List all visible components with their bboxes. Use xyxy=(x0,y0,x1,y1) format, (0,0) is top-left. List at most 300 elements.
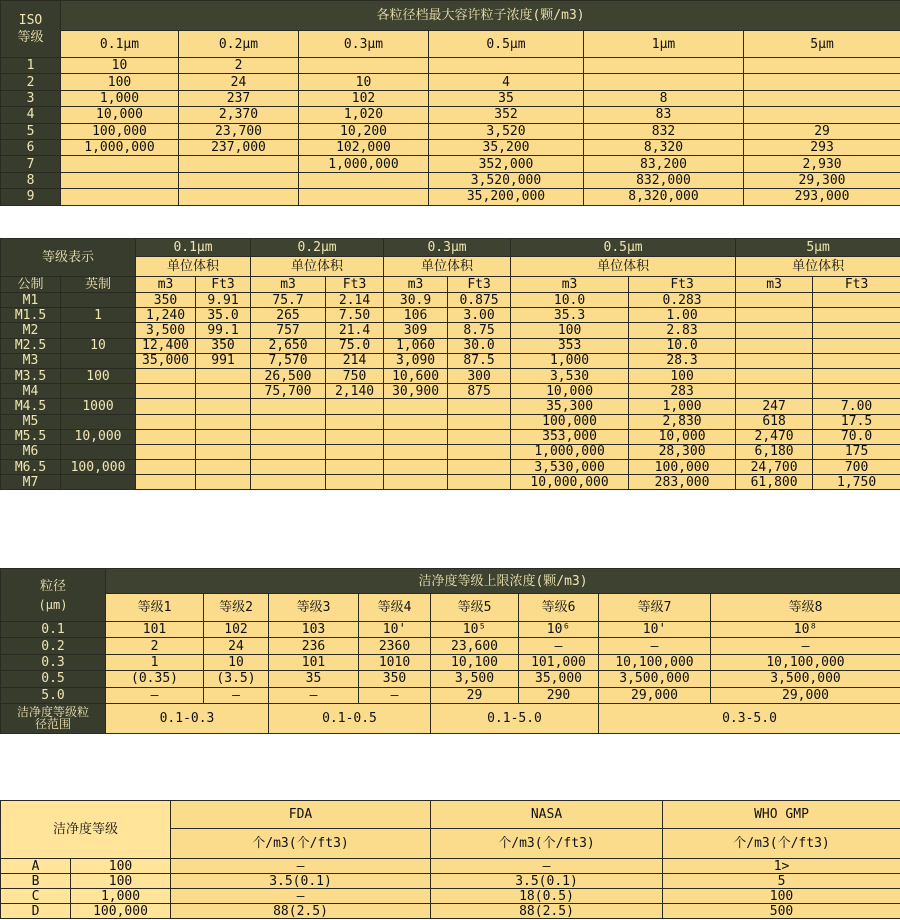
table-cell: 10⁶ xyxy=(519,622,599,638)
table-cell: (3.5) xyxy=(204,671,269,687)
table-cell: 102 xyxy=(299,90,429,106)
table-cell: 29 xyxy=(744,123,900,139)
particle-size-cell: 5.0 xyxy=(1,687,106,703)
table-cell: 10.0 xyxy=(629,338,736,353)
table-cell: 26,500 xyxy=(251,368,326,383)
table-row xyxy=(1,58,900,74)
table-cell: 350 xyxy=(196,338,251,353)
table-cell: 2,140 xyxy=(326,384,384,399)
table-row xyxy=(1,323,900,338)
table-cell: 29,300 xyxy=(744,172,900,188)
table-cell: 10' xyxy=(599,622,711,638)
table-cell: 30.9 xyxy=(384,293,448,308)
table-cell xyxy=(61,172,179,188)
table-row xyxy=(1,172,900,188)
iso-grade-cell: 8 xyxy=(1,172,61,188)
table-cell xyxy=(179,189,299,205)
table-cell: – xyxy=(171,889,431,904)
imperial-grade-cell: 100,000 xyxy=(61,460,136,475)
table-cell: 101,000 xyxy=(519,654,599,670)
table-cell: 300 xyxy=(448,368,511,383)
table-cell: 10' xyxy=(359,622,431,638)
table-cell: 293 xyxy=(744,139,900,155)
table-cell: 283 xyxy=(629,384,736,399)
table-cell: – xyxy=(204,687,269,703)
table-cell xyxy=(196,414,251,429)
grade-letter-cell: A xyxy=(1,859,71,874)
table-cell: 352,000 xyxy=(429,156,584,172)
table-cell xyxy=(326,399,384,414)
table-row xyxy=(1,90,900,106)
metric-grade-cell: M5 xyxy=(1,414,61,429)
table-cell: 3,500,000 xyxy=(711,671,900,687)
table-cell: – xyxy=(519,638,599,654)
iso-size-header: 5μm xyxy=(744,31,900,58)
table-cell: 2 xyxy=(106,638,204,654)
imperial-grade-cell: 100 xyxy=(61,368,136,383)
grade-class-cell: 100,000 xyxy=(71,904,171,919)
unit-fda: 个/m3(个/ft3) xyxy=(171,829,431,859)
table-cell: – xyxy=(359,687,431,703)
table-cell: 1,000 xyxy=(511,353,629,368)
table-cell: 175 xyxy=(813,444,900,459)
table-cell: 30,900 xyxy=(384,384,448,399)
table-cell: 24 xyxy=(179,74,299,90)
table-cell: 28,300 xyxy=(629,444,736,459)
table-cell xyxy=(448,429,511,444)
table-cell: 24,700 xyxy=(736,460,813,475)
table-cell: 1,000 xyxy=(61,90,179,106)
table-row xyxy=(1,156,900,172)
iso-grade-cell: 3 xyxy=(1,90,61,106)
table-cell xyxy=(448,444,511,459)
iso-size-header: 1μm xyxy=(584,31,744,58)
unit-who-gmp: 个/m3(个/ft3) xyxy=(663,829,900,859)
table-cell: 100 xyxy=(511,323,629,338)
table-cell: 35.0 xyxy=(196,308,251,323)
table-cell xyxy=(448,414,511,429)
table-cell xyxy=(251,460,326,475)
table-cell xyxy=(813,353,900,368)
iso-grade-cell: 7 xyxy=(1,156,61,172)
table-row xyxy=(1,293,900,308)
table-cell: 29,000 xyxy=(711,687,900,703)
iso-table-title: 各粒径档最大容许粒子浓度(颗/m3) xyxy=(61,1,900,31)
table-cell: 100 xyxy=(629,368,736,383)
table-row xyxy=(1,368,900,383)
table-cell: 1,000,000 xyxy=(299,156,429,172)
unit-ft3-header: Ft3 xyxy=(448,277,511,293)
table-cell xyxy=(196,429,251,444)
table-cell xyxy=(136,460,196,475)
table-cell: 23,600 xyxy=(431,638,519,654)
table-row xyxy=(1,904,900,919)
iso-grade-cell: 2 xyxy=(1,74,61,90)
table-cell: 35,300 xyxy=(511,399,629,414)
table-cell xyxy=(326,429,384,444)
table-cell xyxy=(251,414,326,429)
table-cell xyxy=(326,475,384,490)
table-cell: 1,020 xyxy=(299,107,429,123)
unit-volume-4: 单位体积 xyxy=(736,257,900,277)
table-cell: 2,650 xyxy=(251,338,326,353)
metric-grade-cell: M2 xyxy=(1,323,61,338)
table-cell: 100,000 xyxy=(61,123,179,139)
imperial-grade-cell xyxy=(61,293,136,308)
table-cell: 7.50 xyxy=(326,308,384,323)
table-cell xyxy=(196,475,251,490)
table-cell: 21.4 xyxy=(326,323,384,338)
table-cell xyxy=(813,293,900,308)
table-cell xyxy=(744,90,900,106)
table-cell: 10 xyxy=(299,74,429,90)
iso-grade-header-line1: ISO xyxy=(18,13,43,28)
table-cell: – xyxy=(711,638,900,654)
table-cell: – xyxy=(269,687,359,703)
table-cell xyxy=(448,475,511,490)
table-cell: 61,800 xyxy=(736,475,813,490)
table-row xyxy=(1,444,900,459)
table-cell: 3,500 xyxy=(136,323,196,338)
table-cell: 2,830 xyxy=(629,414,736,429)
table-cell: 265 xyxy=(251,308,326,323)
table-cell: 10,000 xyxy=(629,429,736,444)
table-row xyxy=(1,353,900,368)
table-cell: 1,240 xyxy=(136,308,196,323)
table-cell xyxy=(448,399,511,414)
table-cell: 8.75 xyxy=(448,323,511,338)
table-row xyxy=(1,671,900,687)
table-cell xyxy=(736,384,813,399)
table-cell: 29,000 xyxy=(599,687,711,703)
table-cell xyxy=(736,338,813,353)
table-cell: 352 xyxy=(429,107,584,123)
table-cell xyxy=(584,58,744,74)
particle-range-label xyxy=(1,703,106,733)
table-cell: 3,520 xyxy=(429,123,584,139)
table-cell xyxy=(251,444,326,459)
table-cell: 8,320,000 xyxy=(584,189,744,205)
imperial-grade-cell: 1000 xyxy=(61,399,136,414)
table-cell: 1> xyxy=(663,859,900,874)
table-cell xyxy=(813,323,900,338)
table-cell xyxy=(299,58,429,74)
table-cell: 7.00 xyxy=(813,399,900,414)
metric-grade-cell: M3 xyxy=(1,353,61,368)
table-cell: 10,200 xyxy=(299,123,429,139)
table-cell xyxy=(251,399,326,414)
table-cell: 500 xyxy=(663,904,900,919)
table-cell: 88(2.5) xyxy=(431,904,663,919)
table-cell xyxy=(299,189,429,205)
imperial-grade-cell xyxy=(61,475,136,490)
table-cell xyxy=(196,399,251,414)
table-cell xyxy=(136,414,196,429)
table-cell xyxy=(736,353,813,368)
table-cell xyxy=(744,107,900,123)
table-cell: 10,000 xyxy=(511,384,629,399)
table-row xyxy=(1,139,900,155)
metric-grade-cell: M6 xyxy=(1,444,61,459)
table-cell: 106 xyxy=(384,308,448,323)
particle-size-header-line1: 粒径 xyxy=(39,578,66,594)
table-row xyxy=(1,308,900,323)
table-cell: 2,370 xyxy=(179,107,299,123)
table-cell: 10.0 xyxy=(511,293,629,308)
table-cell xyxy=(384,414,448,429)
grade-header: 等级4 xyxy=(359,594,431,622)
table-cell xyxy=(744,58,900,74)
particle-size-cell: 0.1 xyxy=(1,622,106,638)
iso-grade-cell: 4 xyxy=(1,107,61,123)
range-1: 0.1-0.5 xyxy=(269,703,431,733)
table-cell: 237,000 xyxy=(179,139,299,155)
iso-grade-cell: 1 xyxy=(1,58,61,74)
table-cell: 875 xyxy=(448,384,511,399)
table-cell: 290 xyxy=(519,687,599,703)
table-cell: 1 xyxy=(106,654,204,670)
table-cell: 75,700 xyxy=(251,384,326,399)
table-cell: 100 xyxy=(61,74,179,90)
table-cell xyxy=(136,384,196,399)
table-cell: – xyxy=(171,859,431,874)
table-cell xyxy=(196,384,251,399)
imperial-grade-cell xyxy=(61,323,136,338)
table-cell: 3,090 xyxy=(384,353,448,368)
table-cell: 88(2.5) xyxy=(171,904,431,919)
unit-m3-header: m3 xyxy=(136,277,196,293)
table-cell: 757 xyxy=(251,323,326,338)
iso-size-header: 0.2μm xyxy=(179,31,299,58)
imperial-grade-cell xyxy=(61,414,136,429)
range-0: 0.1-0.3 xyxy=(106,703,269,733)
table-cell xyxy=(179,172,299,188)
table-cell: 29 xyxy=(431,687,519,703)
imperial-grade-cell: 10 xyxy=(61,338,136,353)
iso-class-table xyxy=(0,0,900,206)
unit-volume-0: 单位体积 xyxy=(136,257,251,277)
t2-size-1: 0.2μm xyxy=(251,239,384,257)
table-cell: 2 xyxy=(179,58,299,74)
particle-size-header xyxy=(1,569,106,622)
table-cell: 10,100,000 xyxy=(711,654,900,670)
table-cell xyxy=(813,338,900,353)
table-cell: 214 xyxy=(326,353,384,368)
table-cell: 350 xyxy=(136,293,196,308)
table-cell xyxy=(448,460,511,475)
table-cell: 309 xyxy=(384,323,448,338)
table-cell: 35,200,000 xyxy=(429,189,584,205)
table-cell: 10 xyxy=(61,58,179,74)
table-cell: 832,000 xyxy=(584,172,744,188)
table-cell: 3,500,000 xyxy=(599,671,711,687)
table-cell: 101 xyxy=(106,622,204,638)
table-cell xyxy=(136,429,196,444)
table-cell: 3,500 xyxy=(431,671,519,687)
table-cell xyxy=(179,156,299,172)
table-cell: 750 xyxy=(326,368,384,383)
table-cell: 100,000 xyxy=(629,460,736,475)
table-cell xyxy=(813,368,900,383)
table-cell xyxy=(384,429,448,444)
table-cell xyxy=(813,308,900,323)
table-cell: 35,000 xyxy=(136,353,196,368)
table-cell: – xyxy=(431,859,663,874)
table-cell: 10,000 xyxy=(61,107,179,123)
table-cell xyxy=(196,368,251,383)
table-cell: 102 xyxy=(204,622,269,638)
standards-comparison-table xyxy=(0,800,900,919)
table-cell: (0.35) xyxy=(106,671,204,687)
table-cell: 0.283 xyxy=(629,293,736,308)
table-cell xyxy=(813,384,900,399)
table-cell: 100 xyxy=(663,889,900,904)
table-cell: 1,000 xyxy=(629,399,736,414)
table-cell: 832 xyxy=(584,123,744,139)
table-cell xyxy=(136,368,196,383)
table-cell: 83 xyxy=(584,107,744,123)
table-row xyxy=(1,189,900,205)
iso-size-header: 0.3μm xyxy=(299,31,429,58)
iso-grade-cell: 9 xyxy=(1,189,61,205)
imperial-grade-cell: 10,000 xyxy=(61,429,136,444)
table-cell: 283,000 xyxy=(629,475,736,490)
grade-header: 等级5 xyxy=(431,594,519,622)
table-row xyxy=(1,399,900,414)
table-row xyxy=(1,414,900,429)
table-cell: 18(0.5) xyxy=(431,889,663,904)
particle-size-cell: 0.2 xyxy=(1,638,106,654)
table-cell: 2.14 xyxy=(326,293,384,308)
table-cell: 10⁵ xyxy=(431,622,519,638)
table-cell: 75.7 xyxy=(251,293,326,308)
imperial-grade-cell xyxy=(61,384,136,399)
cleanliness-table-title: 洁净度等级上限浓度(颗/m3) xyxy=(106,569,900,594)
table-cell: 2.83 xyxy=(629,323,736,338)
table-cell xyxy=(326,460,384,475)
grade-class-cell: 100 xyxy=(71,874,171,889)
table-cell: 236 xyxy=(269,638,359,654)
cleanliness-limit-table xyxy=(0,568,900,734)
table-cell xyxy=(326,444,384,459)
particle-range-label-line2: 径范围 xyxy=(34,717,71,732)
iso-grade-header-line2: 等级 xyxy=(17,30,44,45)
table-cell: 10 xyxy=(204,654,269,670)
table-cell xyxy=(429,58,584,74)
grade-letter-cell: C xyxy=(1,889,71,904)
table-cell: 83,200 xyxy=(584,156,744,172)
table-cell: 353 xyxy=(511,338,629,353)
imperial-grade-cell xyxy=(61,353,136,368)
table-row xyxy=(1,338,900,353)
table-cell xyxy=(136,444,196,459)
table-row xyxy=(1,475,900,490)
table-cell: 10,600 xyxy=(384,368,448,383)
table-cell: 3,530 xyxy=(511,368,629,383)
table-row xyxy=(1,889,900,904)
imperial-header: 英制 xyxy=(61,277,136,293)
table-cell xyxy=(61,156,179,172)
particle-size-cell: 0.3 xyxy=(1,654,106,670)
table-cell: 101 xyxy=(269,654,359,670)
table-cell: 9.91 xyxy=(196,293,251,308)
metric-grade-cell: M1 xyxy=(1,293,61,308)
particle-size-header-line2: (μm) xyxy=(38,597,68,612)
table-cell xyxy=(736,368,813,383)
unit-ft3-header: Ft3 xyxy=(813,277,900,293)
table-cell: 7,570 xyxy=(251,353,326,368)
standard-who-gmp: WHO GMP xyxy=(663,801,900,829)
table-cell: 0.875 xyxy=(448,293,511,308)
table-cell: 12,400 xyxy=(136,338,196,353)
iso-grade-cell: 5 xyxy=(1,123,61,139)
table-cell: 4 xyxy=(429,74,584,90)
table-cell: 700 xyxy=(813,460,900,475)
grade-class-cell: 100 xyxy=(71,859,171,874)
table-cell: 10,000,000 xyxy=(511,475,629,490)
table-cell: 350 xyxy=(359,671,431,687)
table-cell xyxy=(736,323,813,338)
table-cell: 8,320 xyxy=(584,139,744,155)
table-cell: 99.1 xyxy=(196,323,251,338)
unit-nasa: 个/m3(个/ft3) xyxy=(431,829,663,859)
table-cell xyxy=(251,475,326,490)
grade-header: 等级2 xyxy=(204,594,269,622)
unit-m3-header: m3 xyxy=(251,277,326,293)
table-cell: 3.5(0.1) xyxy=(431,874,663,889)
iso-size-header: 0.1μm xyxy=(61,31,179,58)
metric-grade-cell: M4.5 xyxy=(1,399,61,414)
particle-range-label-line1: 洁净度等级粒 xyxy=(16,705,89,720)
table-cell xyxy=(384,460,448,475)
table-cell: 3,530,000 xyxy=(511,460,629,475)
t2-size-3: 0.5μm xyxy=(511,239,736,257)
table-cell: – xyxy=(599,638,711,654)
table-cell: 24 xyxy=(204,638,269,654)
unit-ft3-header: Ft3 xyxy=(326,277,384,293)
grade-header: 等级6 xyxy=(519,594,599,622)
table-cell: 991 xyxy=(196,353,251,368)
table-cell xyxy=(584,74,744,90)
metric-grade-cell: M1.5 xyxy=(1,308,61,323)
table-cell: 1.00 xyxy=(629,308,736,323)
table-cell: 10,100 xyxy=(431,654,519,670)
table-cell: 17.5 xyxy=(813,414,900,429)
table-row xyxy=(1,429,900,444)
particle-size-cell: 0.5 xyxy=(1,671,106,687)
table-cell: 35,000 xyxy=(519,671,599,687)
unit-volume-3: 单位体积 xyxy=(511,257,736,277)
table-cell xyxy=(744,74,900,90)
table-row xyxy=(1,687,900,703)
table-cell: 102,000 xyxy=(299,139,429,155)
unit-m3-header: m3 xyxy=(511,277,629,293)
metric-grade-cell: M7 xyxy=(1,475,61,490)
table-cell: 293,000 xyxy=(744,189,900,205)
table-cell: 87.5 xyxy=(448,353,511,368)
table-cell: 247 xyxy=(736,399,813,414)
table-row xyxy=(1,654,900,670)
table-row xyxy=(1,384,900,399)
table-cell: 70.0 xyxy=(813,429,900,444)
unit-volume-2: 单位体积 xyxy=(384,257,511,277)
table-cell: 35 xyxy=(269,671,359,687)
table-cell: 618 xyxy=(736,414,813,429)
table-cell: 1,000,000 xyxy=(511,444,629,459)
table-cell: 1,000,000 xyxy=(61,139,179,155)
grade-header: 等级3 xyxy=(269,594,359,622)
table-cell: 3.5(0.1) xyxy=(171,874,431,889)
